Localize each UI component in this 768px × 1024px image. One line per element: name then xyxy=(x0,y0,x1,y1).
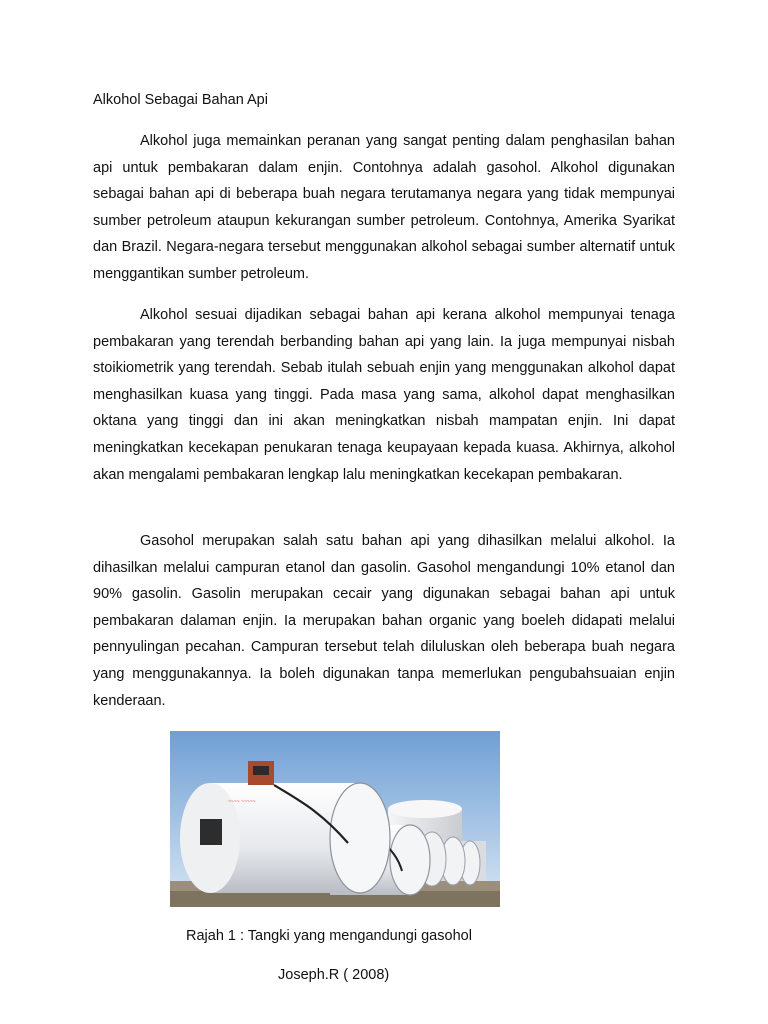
svg-text:~~~~ ~~~~~: ~~~~ ~~~~~ xyxy=(228,799,256,805)
paragraph-3: Gasohol merupakan salah satu bahan api yang dihasilkan melalui alkohol. Ia dihasilkan melalui campuran etanol dan gasolin. Gasohol mengandungi 10% etanol dan 90% gasolin. Gasolin merupakan cecair yang digunakan sebagai bahan api untuk pembakaran dalaman enjin. Ia merupakan bahan organic yang boeleh didapati melalui pennyulingan pecahan. Campuran tersebut telah diluluskan oleh beberapa buah negara yang menggunakannya. Ia boleh digunakan tanpa memerlukan pengubahsuaian enjin kenderaan. xyxy=(93,533,675,709)
document-title: Alkohol Sebagai Bahan Api xyxy=(93,92,268,108)
gasohol-tanks-photo xyxy=(170,731,500,907)
paragraph-1: Alkohol juga memainkan peranan yang sangat penting dalam penghasilan bahan api untuk pembakaran dalam enjin. Contohnya adalah gasohol. Alkohol digunakan sebagai bahan api di beberapa buah negara terutamanya negara yang tidak mempunyai sumber petroleum ataupun kekurangan sumber petroleum. Contohnya, Amerika Syarikat dan Brazil. Negara-negara tersebut menggunakan alkohol sebagai sumber alternatif untuk menggantikan sumber petroleum. xyxy=(93,133,675,282)
figure-caption: Rajah 1 : Tangki yang mengandungi gasohol xyxy=(186,928,472,944)
figure-credit: Joseph.R ( 2008) xyxy=(278,967,390,983)
paragraph-2: Alkohol sesuai dijadikan sebagai bahan api kerana alkohol mempunyai tenaga pembakaran yang terendah berbanding bahan api yang lain. Ia juga mempunyai nisbah stoikiometrik yang terendah. Sebab itulah sebuah enjin yang menggunakan alkohol dapat menghasilkan kuasa yang tinggi. Pada masa yang sama, alkohol dapat menghasilkan oktana yang tinggi dan ini akan meningkatkan nisbah mampatan enjin. Ini dapat meningkatkan kecekapan penukaran tenaga keupayaan kepada kuasa. Akhirnya, alkohol akan mengalami pembakaran lengkap lalu meningkatkan kecekapan pembakaran. xyxy=(93,307,675,483)
